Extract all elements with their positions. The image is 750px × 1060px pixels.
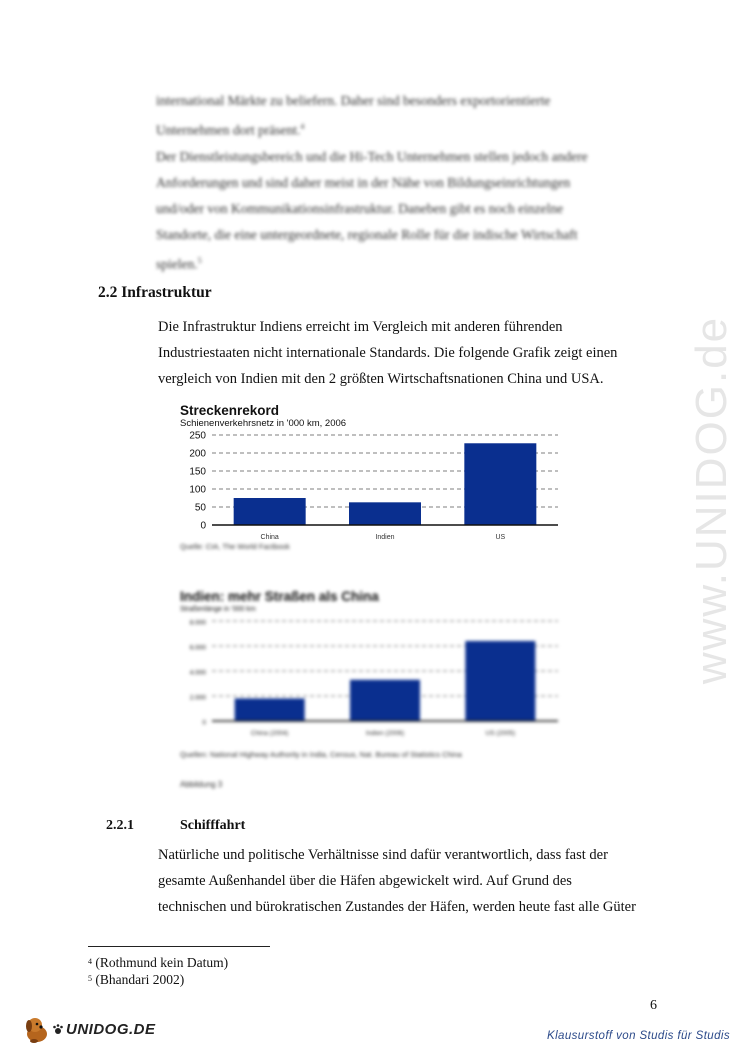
paw-icon bbox=[52, 1023, 64, 1035]
section-heading: 2.2 Infrastruktur bbox=[98, 284, 212, 301]
chart-bar bbox=[349, 502, 421, 525]
text-line: spielen.$^5$ bbox=[156, 255, 202, 271]
subsection-paragraph bbox=[158, 842, 658, 920]
text-line: Unternehmen dort präsent.$^4$ bbox=[156, 122, 305, 138]
subsection-number: 2.2.1 bbox=[106, 818, 134, 833]
y-tick-label: 8.000 bbox=[189, 619, 206, 627]
chart-title: Indien: mehr Straßen als China bbox=[180, 589, 379, 604]
footnote-ref: 4 bbox=[300, 122, 305, 131]
footnote-separator bbox=[88, 946, 270, 947]
chart-source: Quellen: National Highway Authority in India, Census, Nat. Bureau of Statistics China bbox=[180, 750, 462, 759]
text-line: gesamte Außenhandel über die Häfen abgewickelt wird. Auf Grund des bbox=[158, 873, 572, 889]
x-tick-label: US bbox=[495, 534, 506, 541]
footnote-number: 5 bbox=[88, 974, 92, 983]
subsection-title: Schifffahrt bbox=[180, 818, 246, 833]
road-chart-plot bbox=[180, 615, 570, 745]
y-tick-label: 50 bbox=[194, 502, 206, 514]
footnote-4 bbox=[88, 955, 228, 971]
rail-chart bbox=[180, 404, 570, 551]
x-tick-label: US (2005) bbox=[485, 730, 516, 737]
section-paragraph bbox=[158, 314, 658, 392]
rail-chart-plot bbox=[180, 429, 570, 541]
road-chart bbox=[180, 590, 570, 759]
dog-icon bbox=[22, 1014, 52, 1044]
x-tick-label: China (2004) bbox=[250, 730, 289, 737]
x-tick-label: China bbox=[260, 534, 279, 541]
chart-source: Quelle: CIA, The World Factbook bbox=[180, 542, 290, 551]
watermark: www.UNIDOG.de bbox=[687, 315, 736, 685]
text-line: Der Dienstleistungsbereich und die Hi-Tech Unternehmen stellen jedoch andere bbox=[156, 148, 588, 164]
text-line: Industriestaaten nicht internationale Standards. Die folgende Grafik zeigt einen bbox=[158, 345, 618, 361]
chart-bar bbox=[234, 498, 306, 525]
figure-caption: Abbildung 3 bbox=[180, 780, 223, 789]
text-line: technischen und bürokratischen Zustandes der Häfen, werden heute fast alle Güter bbox=[158, 899, 636, 915]
chart-bar bbox=[464, 443, 536, 525]
footer-slogan: Klausurstoff von Studis für Studis bbox=[547, 1030, 730, 1042]
y-tick-label: 250 bbox=[189, 430, 206, 442]
text-line: international Märkte zu beliefern. Daher sind besonders exportorientierte bbox=[156, 93, 551, 108]
blurred-text-block bbox=[156, 88, 656, 277]
chart-bar bbox=[235, 699, 305, 722]
y-tick-label: 200 bbox=[189, 448, 206, 460]
chart-title: Streckenrekord bbox=[180, 403, 280, 418]
y-tick-label: 0 bbox=[202, 719, 206, 727]
footnote-number: 4 bbox=[88, 957, 92, 966]
y-tick-label: 6.000 bbox=[189, 644, 206, 652]
footnote-ref: 5 bbox=[197, 255, 202, 265]
text-line: Anforderungen und sind daher meist in der Nähe von Bildungseinrichtungen bbox=[156, 174, 571, 190]
y-tick-label: 2.000 bbox=[189, 694, 206, 702]
logo-text: UNIDOG.DE bbox=[66, 1020, 156, 1038]
y-tick-label: 0 bbox=[200, 520, 206, 532]
footnote-text: (Bhandari 2002) bbox=[95, 972, 185, 987]
x-tick-label: Indien bbox=[375, 534, 395, 541]
chart-bar bbox=[350, 680, 420, 721]
footnote-text: (Rothmund kein Datum) bbox=[95, 955, 229, 970]
x-tick-label: Indien (2006) bbox=[365, 730, 405, 737]
page-number: 6 bbox=[650, 998, 657, 1013]
chart-subtitle: Schienenverkehrsnetz in '000 km, 2006 bbox=[180, 418, 347, 429]
footnote-5 bbox=[88, 972, 184, 988]
unidog-logo bbox=[22, 1014, 156, 1044]
text-line: vergleich von Indien mit den 2 größten Wirtschaftsnationen China und USA. bbox=[158, 371, 604, 387]
y-tick-label: 100 bbox=[189, 484, 206, 496]
text-line: Die Infrastruktur Indiens erreicht im Vergleich mit anderen führenden bbox=[158, 319, 563, 335]
y-tick-label: 4.000 bbox=[189, 669, 206, 677]
text-line: und/oder von Kommunikationsinfrastruktur. Daneben gibt es noch einzelne bbox=[156, 200, 564, 216]
text-line: Standorte, die eine untergeordnete, regionale Rolle für die indische Wirtschaft bbox=[156, 226, 578, 242]
chart-subtitle: Straßenlänge in '000 km bbox=[180, 606, 256, 613]
text-line: Natürliche und politische Verhältnisse sind dafür verantwortlich, dass fast der bbox=[158, 847, 608, 863]
y-tick-label: 150 bbox=[189, 466, 206, 478]
chart-bar bbox=[465, 641, 535, 721]
